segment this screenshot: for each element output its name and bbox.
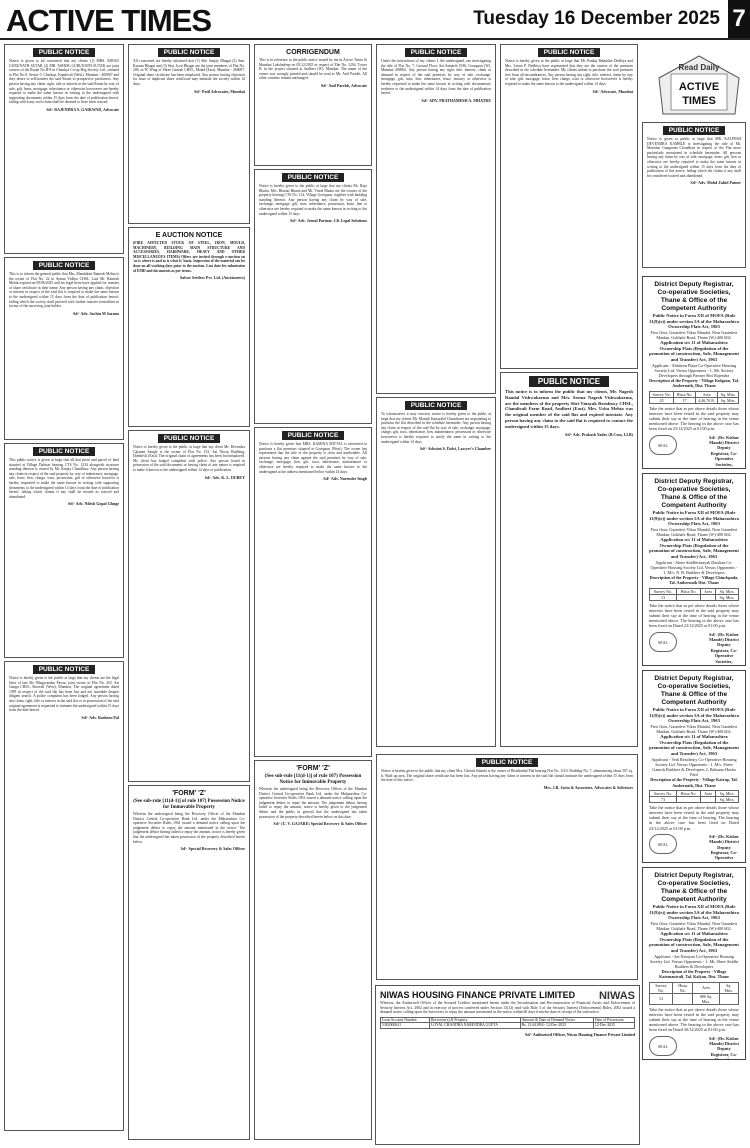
notice-e2	[500, 372, 638, 747]
notice-a4	[4, 661, 124, 1131]
notice-title: PUBLIC NOTICE	[33, 261, 95, 270]
district-notice-3	[642, 670, 746, 863]
notice-title: 'FORM' 'Z'	[172, 790, 206, 797]
notice-signature: Sd/- Adv. Prakash Yadav (B.Com, LLB)	[565, 431, 633, 437]
notice-body: Notice is hereby given to the public at large that my clients are the legal heirs of late Mr. Bhagwandas Pawar, joint owner of Flat No. 203, Sai Ganga CHSL, Borivali (West), Mumbai. The original agreement dated 1995 in respect of the said flat has been lost and not traceable despite diligent search. A police complaint has been lodged. Any person having any claim, right, title or interest in the said flat or in possession of the said original agreement is requested to intimate the undersigned within 15 days from the date hereof.	[9, 676, 119, 713]
table-header: Hissa No.	[677, 588, 701, 594]
table-cell: 5382000041	[381, 1023, 430, 1029]
notice-body: This is to inform the general public that Mrs. Mandakini Ramesh Mehta is the owner of Flat No. 22 in Ajanta Vidhya CHSL. Late Mr. Ramesh Mehta expired on 09/06/2025 and his legal heirs have applied for transfer of share certificate in their name. Any person having any claim, objection or interest in respect of the said flat is required to make the same known to the undersigned within 15 days from the date of publication hereof, failing which the society shall proceed with further transfer formalities in favour of the surviving joint holder.	[9, 272, 119, 309]
table-cell: Sq. Mtrs.	[715, 796, 738, 802]
table-cell: 73	[650, 796, 677, 802]
table-cell: 25	[650, 397, 674, 403]
district-title: District Deputy Registrar, Co-operative Societies, Thane & Office of the Competent Authority	[654, 281, 734, 312]
notice-body: Notice is hereby given to the public at large that Mr. Pankaj Babubhai Dedhiya and Mrs. Leena P. Dedhiya have represented that they are the owners of the premises described in the schedule hereunder. My clients intend to purchase the said premises free from all encumbrances. Any person having any right, title, interest, claim by way of sale, gift, mortgage, lease, lien, charge, trust or otherwise howsoever is hereby required to make the same known to the undersigned within 14 days.	[505, 59, 633, 86]
logo-line2: ACTIVE	[678, 81, 720, 93]
district-desc: Description of the Property - Village Katrap, Tal. Ambernath, Dist. Thane	[650, 777, 738, 788]
notice-signature: Sd/- Adv. K. L. DUBEY	[204, 474, 245, 480]
notice-body: To whomsoever it may concern, notice is hereby given to the public at large that my clients Mr. Manish Kanayalal Chandwani are negotiating to purchase the flat described in the schedule hereunder. Any person having any claim in respect of the said flat by way of sale, exchange, mortgage, charge, gift, trust, inheritance, lien, maintenance, possession or otherwise howsoever is hereby required to notify the same in writing to the undersigned within 14 days.	[381, 412, 491, 444]
table-cell	[677, 594, 701, 600]
notice-signature: Sd/- Advocate, Mumbai	[592, 88, 633, 94]
notice-signature: Sd/- ADV. PRATHAMESH A. MHATRE	[421, 97, 491, 103]
notice-title: E AUCTION NOTICE	[155, 232, 223, 239]
seal-icon: SEAL	[649, 834, 677, 854]
notice-signature: Sd/- Adv. Sachin M Sarana	[72, 310, 119, 316]
notice-body: Notice is hereby given to the public that my client Mrs. Chetali Solanki is the owner of Residential Flat bearing Flat No. 1110, Building No. 7, admeasuring about 587 sq. ft. Built up area. The original share certificate has been lost. Any person having any claim or interest in the said flat should intimate the undersigned within 15 days from the date of this notice.	[381, 769, 633, 783]
notice-title: 'FORM' 'Z'	[296, 765, 330, 772]
table-header: Sq. Mtrs.	[715, 790, 738, 796]
column-c	[254, 44, 372, 1144]
notice-title: CORRIGENDUM	[286, 49, 340, 56]
table-header: Area	[701, 790, 716, 796]
table-header: Hissa No.	[672, 982, 692, 993]
notice-b1	[128, 44, 250, 224]
notice-subtitle: (See sub-rule [11(d-1)] of rule 107) Possession Notice for Immovable Property	[133, 799, 245, 810]
notice-a2	[4, 257, 124, 440]
district-notices	[642, 276, 746, 1146]
table-cell: 17	[674, 397, 696, 403]
table-cell: 13	[650, 993, 673, 1004]
notice-a1	[4, 44, 124, 254]
district-address: First floor, Gaondevi Vikas Mandal, Near Gaondevi Maidan, Gokhale Road, Thane (W)-400 602.	[650, 723, 738, 734]
notice-body: (FIRE AFFECTED STOCK OF STEEL, IRON, MOULD, MACHINERY, BUILDING MAIN STRUCTURE AND ACCESSORIES, HARDWARE, HEAVY AND OTHER MISCELLANEOUS ITEMS) Offers are invited through e-auction on 'as is where is and as is what is' basis. Inspection of the material can be done on all working days prior to the auction. Last date for submission of EMD and documents as per terms.	[133, 241, 245, 273]
district-law: Public Notice in Form XII of MOFA (Rule 11(9)(e)) under section 5A of the Maharashtra Ownership Flats Act, 1963	[649, 904, 739, 921]
notice-title: PUBLIC NOTICE	[158, 48, 220, 57]
notice-signature: Sd/- Adv. Mohd Zahid Patner	[690, 180, 741, 186]
notice-body: Notice is hereby given to the public at large that my clients Mr. Raju Bhatia, Mrs. Bharati Bhatia and Mr. Vinod Bhatia are the owners of the property bearing CTS No. 114, Village Goregaon, together with building standing thereon. Any person having any claim by way of sale, exchange, mortgage, gift, trust, inheritance, possession, lease, lien or otherwise are hereby required to make the same known in writing to the undersigned within 15 days.	[259, 184, 367, 216]
district-address: First floor, Gaondevi Vikas Mandal, Near Gaondevi Maidan, Gokhale Road, Thane (W)-400 602.	[650, 920, 738, 931]
district-desc: Description of the Property - Village Katemanivali, Tal. Kalyan, Dist. Thane	[659, 969, 729, 980]
district-case: Application u/s 11 of Maharashtra Ownership Flats (Regulation of the promotion of construction, Sale, Management and Transfer) Act, 1963	[649, 340, 739, 362]
table-header: Sq. Mtrs.	[715, 588, 738, 594]
district-case: Application u/s 11 of Maharashtra Ownership Flats (Regulation of the promotion of construction, Sale, Management and Transfer) Act, 1963	[649, 537, 739, 559]
district-sign: Sd/- (Dr. Kishor Mande) District Deputy Registrar, Co-Operative Societies,	[709, 631, 739, 664]
notice-title: PUBLIC NOTICE	[33, 447, 95, 456]
niwas-signature: Sd/- Authorised Officer, Niwas Housing Finance Private Limited	[525, 1031, 635, 1037]
notice-signature: Sd/- Adv. Nilesh Gopal Ghuge	[67, 501, 119, 507]
notice-body: This public notice is given at large that all that piece and parcel of land situated at Village Dahisar bearing CTS No. 1234 alongwith structure standing thereon is owned by Mr. Sanjay Chaudhary. Any person having any claim in respect of the said property by way of inheritance, mortgage, sale, lease, lien, charge, trust, possession, gift or otherwise however is hereby requested to make the same known in writing with supporting documents to the undersigned within 14 days from the date of publication hereof, failing which claims if any shall be treated as waived and abandoned.	[9, 458, 119, 499]
notice-signature: Sd/- Patil Advocates, Mumbai	[194, 88, 245, 94]
notice-a3	[4, 443, 124, 658]
notice-body: Notice is hereby given to the public at large that my client Mr. Devendra Gajanan Sangle is the owner of Flat No. 101, Sai Niwas Building, Dombivli (East). The original chain of agreements has been lost/misplaced. My client has lodged complaint with police. Any person found in possession of the said documents or having claim of any nature is required to make it known to the undersigned within 14 days of publication.	[133, 445, 245, 472]
logo-line3: TIMES	[682, 95, 716, 107]
logo-line1: Read Daily	[678, 63, 720, 72]
notice-signature: Sd/- Adv. Narender Singh	[323, 476, 367, 482]
notice-title: PUBLIC NOTICE	[529, 376, 609, 387]
column-b	[128, 44, 250, 1144]
notice-signature: Sd/- Adv. Jeenal Parmar, J.K Legal Solutions	[290, 218, 367, 224]
district-title: District Deputy Registrar, Co-operative Societies, Thane & Office of the Competent Authority	[654, 478, 734, 509]
notice-c1	[254, 44, 372, 166]
table-cell: LOYAL CHANDRA NARENDRA GUPTA	[430, 1023, 521, 1029]
notice-subtitle: (See sub-rule [11(d-1)] of rule 107) Possession Notice for Immovable Property	[264, 774, 362, 785]
notice-body: All concerned are hereby informed that (1) Shri Sanjay Bhagat (2) Smt. Kusum Bhagat and (3) Smt. Jyoti Bhagat are the joint members of Flat No. 206, in 'B' Wing of Shree Ganesh CHSL, Malad (East), Mumbai - 400097. Original share certificate has been misplaced. Any person having objection for issue of duplicate share certificate may intimate the society within 14 days.	[133, 59, 245, 86]
notice-b3	[128, 430, 250, 782]
notice-d1	[376, 44, 496, 394]
niwas-logo: NIWAS	[598, 990, 635, 1002]
district-parties: Applicant - Sai Narayan Co-Operative Housing Society Ltd. Versus Opponents - 1. Mr. Shree Siddhi Builders & Developers	[650, 953, 738, 969]
table-cell	[719, 993, 739, 1004]
page-header	[0, 0, 750, 40]
table-header: Area	[701, 588, 716, 594]
table-header: Area	[693, 982, 719, 993]
table-header: Loan Account Number	[381, 1017, 430, 1023]
niwas-body: Whereas, the Authorised Officer of the Secured Creditor mentioned herein under the Securitisation and Reconstruction of Financial Assets and Enforcement of Security Interest Act, 2002 and in exercise of powers conferred under Section 13(12) read with Rule 3 of the Security Interest (Enforcement) Rules, 2002 issued a demand notice calling upon the borrowers to repay the amount mentioned in the notice within 60 days from the date of receipt of the said notice.	[380, 1001, 635, 1015]
notice-title: PUBLIC NOTICE	[282, 431, 344, 440]
notice-c2	[254, 169, 372, 424]
column-e	[500, 44, 638, 749]
district-hearing: Take the notice that as per above details those whose interests have been vested in the said property may submit their say at the time of hearing in the venue mentioned above. The hearing in the above case has been fixed on Dated 30/12/2025 at 01:00 p.m.	[649, 1006, 739, 1033]
table-header: Survey No.	[650, 588, 677, 594]
table-cell	[677, 796, 701, 802]
table-header: Borrower(s) & Property	[430, 1017, 521, 1023]
district-law: Public Notice in Form XII of MOFA (Rule 11(9)(e)) under section 5A of the Maharashtra Ownership Flats Act, 1963	[649, 510, 739, 527]
table-cell	[701, 594, 716, 600]
notice-c3	[254, 427, 372, 757]
district-table	[649, 982, 739, 1005]
district-sign: Sd/- (Dr. Kishor Mande) District Deputy Registrar, Co-Operative Societies,	[709, 434, 739, 467]
niwas-table	[380, 1017, 635, 1029]
notice-body: Whereas the undersigned being the Recovery Officer of the Mumbai District Central Co-operative Bank Ltd. under the Maharashtra Co-operative Societies Rules 1961 issued a demand notice calling upon the judgement debtor to repay the amount. The judgement debtor having failed to repay the amount, notice is hereby given to the judgement debtor and the public in general that the undersigned has taken possession of the property described herein below on this date.	[259, 787, 367, 819]
district-law: Public Notice in Form XII of MOFA (Rule 11(9)(e)) under section 5A of the Maharashtra Ownership Flats Act, 1963	[649, 707, 739, 724]
district-parties: Applicant - Vedi Residency Co-Operative Housing Society Ltd. Versus Opponents - 1. M/s. Shree Ganesh Builders & Developers 2. Baburao Hasha Patil	[651, 756, 737, 778]
district-table	[649, 588, 739, 601]
district-title: District Deputy Registrar, Co-operative Societies, Thane & Office of the Competent Authority	[654, 872, 734, 903]
niwas-title: NIWAS HOUSING FINANCE PRIVATE LIMITED	[380, 990, 576, 1000]
district-hearing: Take the notice that as per above details those whose interests have been vested in the said property may submit their say at the time of hearing in the venue mentioned above. The hearing in the above case has been fixed on 23/12/2025 at 01:00 p.m.	[649, 405, 739, 432]
notice-title: PUBLIC NOTICE	[663, 126, 725, 135]
notice-c4	[254, 760, 372, 1140]
district-address: First floor, Gaondevi Vikas Mandal, Near Gaondevi Maidan, Gokhale Road, Thane (W)-400 602.	[650, 329, 738, 340]
notice-signature: Sd/- Special Recovery & Sales Officer	[180, 846, 245, 852]
notice-body: Notice is hereby given that MRS. KAMINA MITTAL is interested to purchase a flat premises situated at Goregaon (West). The owner has represented that the title of the property is clear and marketable. All persons having any claim against the said premises by way of sale, exchange, mortgage, lien, gift, trust, inheritance, maintenance or otherwise are hereby required to make the same known to the undersigned at the address mentioned below within 14 days.	[259, 442, 367, 474]
seal-icon: SEAL	[649, 435, 677, 455]
table-cell: 12-Dec-2025	[593, 1023, 634, 1029]
notice-body: Whereas the undersigned being the Recovery Officer of the Mumbai District Central Co-operative Bank Ltd. under the Maharashtra Co-operative Societies Rules 1961 issued a demand notice calling upon the judgement debtor to repay the amount mentioned in the notice. The judgement debtor having failed to repay the amount, notice is hereby given that the undersigned has taken possession of the property described herein below.	[133, 812, 245, 844]
notice-b4	[128, 785, 250, 1140]
table-cell: 4,46,76 R.	[695, 397, 718, 403]
notice-title: PUBLIC NOTICE	[33, 48, 95, 57]
notice-title: PUBLIC NOTICE	[33, 665, 95, 674]
table-header: Area	[695, 391, 718, 397]
district-table	[649, 391, 739, 404]
district-hearing: Take the notice that as per above details those whose interests have been vested in the said property may submit their say at the time of hearing in the venue mentioned above. The hearing in the above case has been fixed on Dated 23/12/2025 at 01:00 p.m.	[649, 602, 739, 629]
notice-signature: Sd/- Anil Parekh, Advocate	[320, 82, 367, 88]
district-parties: Applicant - Shree Siddhivinayak Darshan Co-Operative Housing Society Ltd. Versus Opponents - 1. M/s. N. R. Builders & Developers	[650, 559, 738, 575]
notice-title: PUBLIC NOTICE	[405, 401, 467, 410]
table-header: Amount & Date of Demand Notice	[520, 1017, 593, 1023]
table-cell: Sq. Mtrs.	[718, 397, 739, 403]
seal-icon: SEAL	[649, 632, 677, 652]
column-f	[642, 122, 746, 272]
table-cell: 880 Sq. Mtrs.	[693, 993, 719, 1004]
table-header: Survey No.	[650, 790, 677, 796]
notice-title: PUBLIC NOTICE	[282, 173, 344, 182]
table-cell: Sq. Mtrs.	[715, 594, 738, 600]
district-desc: Description of the Property - Village Chinchpada, Tal. Ambernath Dist. Thane	[649, 575, 739, 586]
notice-signature: Sd/- Ashwini S. Dalvi, Lawyer's Chamber	[419, 446, 491, 452]
district-notice-2	[642, 473, 746, 666]
table-cell: Rs. 21,64,884/- 12-Dec-2025	[520, 1023, 593, 1029]
column-a	[4, 44, 124, 1144]
notice-signature: Sd/- RAJENDRA S. GAIKWAD, Advocate	[46, 106, 119, 112]
table-cell: 13	[650, 594, 677, 600]
page-number: 7	[728, 0, 750, 38]
masthead: ACTIVE TIMES	[6, 3, 212, 38]
niwas-possession-notice	[375, 985, 640, 1145]
notice-signature: Mrs. J.R. Jarin & Associates, Advocates & Solicitors	[543, 784, 633, 790]
notice-body: Under the instructions of my clients I, the undersigned, am investigating the title of Flat No. 7, Ground Floor, Sai Samarth CHS, Goregaon (W), Mumbai 400062. Any person having any right, title, interest, claim or demand in respect of the said premises by way of sale, exchange, mortgage, gift, trust, lien, inheritance, lease, tenancy or otherwise is hereby requested to make the same known in writing with documentary evidence to the undersigned within 14 days from the date of publication hereof.	[381, 59, 491, 96]
district-law: Public Notice in Form XII of MOFA (Rule 11(9)(e)) under section 5A of the Maharashtra Ownership Flats Act, 1963	[649, 313, 739, 330]
district-title: District Deputy Registrar, Co-operative Societies, Thane & Office of the Competent Authority	[654, 675, 734, 706]
notice-e1	[500, 44, 638, 369]
table-header: Sq. Mtrs.	[718, 391, 739, 397]
district-sign: Sd/- (Dr. Kishor Mande) District Deputy Registrar, Co-Operative	[709, 833, 739, 861]
district-table	[649, 790, 739, 803]
notice-title: PUBLIC NOTICE	[476, 758, 538, 767]
table-header: Hissa No.	[674, 391, 696, 397]
notice-d3	[376, 754, 638, 980]
district-desc: Description of the Property - Village Kulgaon, Tal. Ambernath, Dist. Thane	[649, 378, 739, 389]
notice-body: Notice is given to all concerned that my clients (1) MRS. KIRAN GURUNATH SUTAR (2) MR. ASHOK GURUNATH SUTAR are joint owners of the Room No.B-8 in Chankya Co-op Hsg Society Ltd., situated at Plot No.9, Sector-5, Charkop, Kandivali (West), Mumbai - 400067 and they desire to sell/transfer the said Room to prospective purchasers. Any person having any claim, right, title or interest in the said Room by way of sale, gift, lease, mortgage, inheritance or otherwise howsoever are hereby required to make the same known in writing to the undersigned with supporting documents within 15 days from the date of publication hereof, failing which any such claim shall be deemed to have been waived.	[9, 59, 119, 105]
notice-signature: Sd/- (U. V. GAJARE) Special Recovery & Sales Officer	[273, 821, 367, 827]
notice-signature: Salvor Settlers Pvt. Ltd. (Auctioneers)	[179, 275, 245, 281]
district-hearing: Take the notice that as per above details those whose interests have been vested in the said property may submit their say at the time of hearing. The hearing in the above case has been fixed on Dated 23/12/2025 at 01:00 p.m.	[649, 804, 739, 831]
table-header: Sq. Mtrs.	[719, 982, 739, 993]
notice-title: PUBLIC NOTICE	[158, 434, 220, 443]
table-header: Date of Possession	[593, 1017, 634, 1023]
notice-f1	[642, 122, 746, 268]
notice-signature: Sd/- Adv. Rasheen Pal	[81, 714, 119, 720]
district-case: Application u/s 11 of Maharashtra Ownership Flats (Regulation of the promotion of construction, Sale, Management and Transfer) Act, 1963	[649, 931, 739, 953]
table-header: Survey No.	[650, 391, 674, 397]
table-cell	[701, 796, 716, 802]
district-case: Application u/s 11 of Maharashtra Ownership Flats (Regulation of the promotion of construction, Sale, Management and Transfer) Act, 1963	[649, 734, 739, 756]
notice-body: This is in reference to the public notice issued by me in Active Times & Mumbai Lakshadeep on 05/12/2025 in respect of Flat No. 1204, Tower B, in the project situated at Andheri (W), Mumbai. The name of the owner was wrongly printed and should be read as Mr. Anil Parekh. All other contents remain unchanged.	[259, 58, 367, 81]
district-notice-1	[642, 276, 746, 469]
notice-title: PUBLIC NOTICE	[405, 48, 467, 57]
table-cell	[672, 993, 692, 1004]
read-daily-logo	[655, 48, 743, 118]
issue-date: Tuesday 16 December 2025	[473, 8, 720, 29]
table-header: Hissa No.	[677, 790, 701, 796]
seal-icon: SEAL	[649, 1036, 677, 1056]
district-notice-4	[642, 867, 746, 1060]
notice-d2	[376, 397, 496, 747]
district-parties: Applicant - Abhiteen Plaza Co-Operative Housing Society Ltd. Versus Opponents - 1. Mr. Society Developers through Partner Shri Rajendra	[651, 362, 737, 378]
notice-body: Notice is given to public at large that MR. KALPESH DEVENDRA KAMBLE is investigating the title of Mr. Manohar Gangaram Choudhari in respect of the Flat more particularly mentioned in schedule hereunder. All persons having any claim by way of sale, mortgage, lease, gift, lien or otherwise are hereby required to make the same known in writing to the undersigned within 15 days from the date of publication of this notice, failing which the claims if any shall be considered waived and abandoned.	[647, 137, 741, 178]
district-address: First floor, Gaondevi Vikas Mandal, Near Gaondevi Maidan, Gokhale Road, Thane (W)-400 602.	[650, 526, 738, 537]
notice-b2	[128, 227, 250, 427]
table-header: Survey No.	[650, 982, 673, 993]
notice-body: This notice is to inform the public that my clients, Mr. Nagesh Ramlal Vishwakarma and Mrs. Seema Nagesh Vishwakarma, are the members of the property Shri Vinayak Residency CHSL, Chandivali Farm Road, Andheri (East). Mrs. Usha Mehta was the original member of the said flat and expired intestate. Any person having any claim to the said flat is required to contact the undersigned within 15 days.	[505, 389, 633, 429]
district-sign: Sd/- (Dr. Kishor Mande) District Deputy Registrar, Co-Operative	[709, 1035, 739, 1060]
notice-title: PUBLIC NOTICE	[538, 48, 600, 57]
